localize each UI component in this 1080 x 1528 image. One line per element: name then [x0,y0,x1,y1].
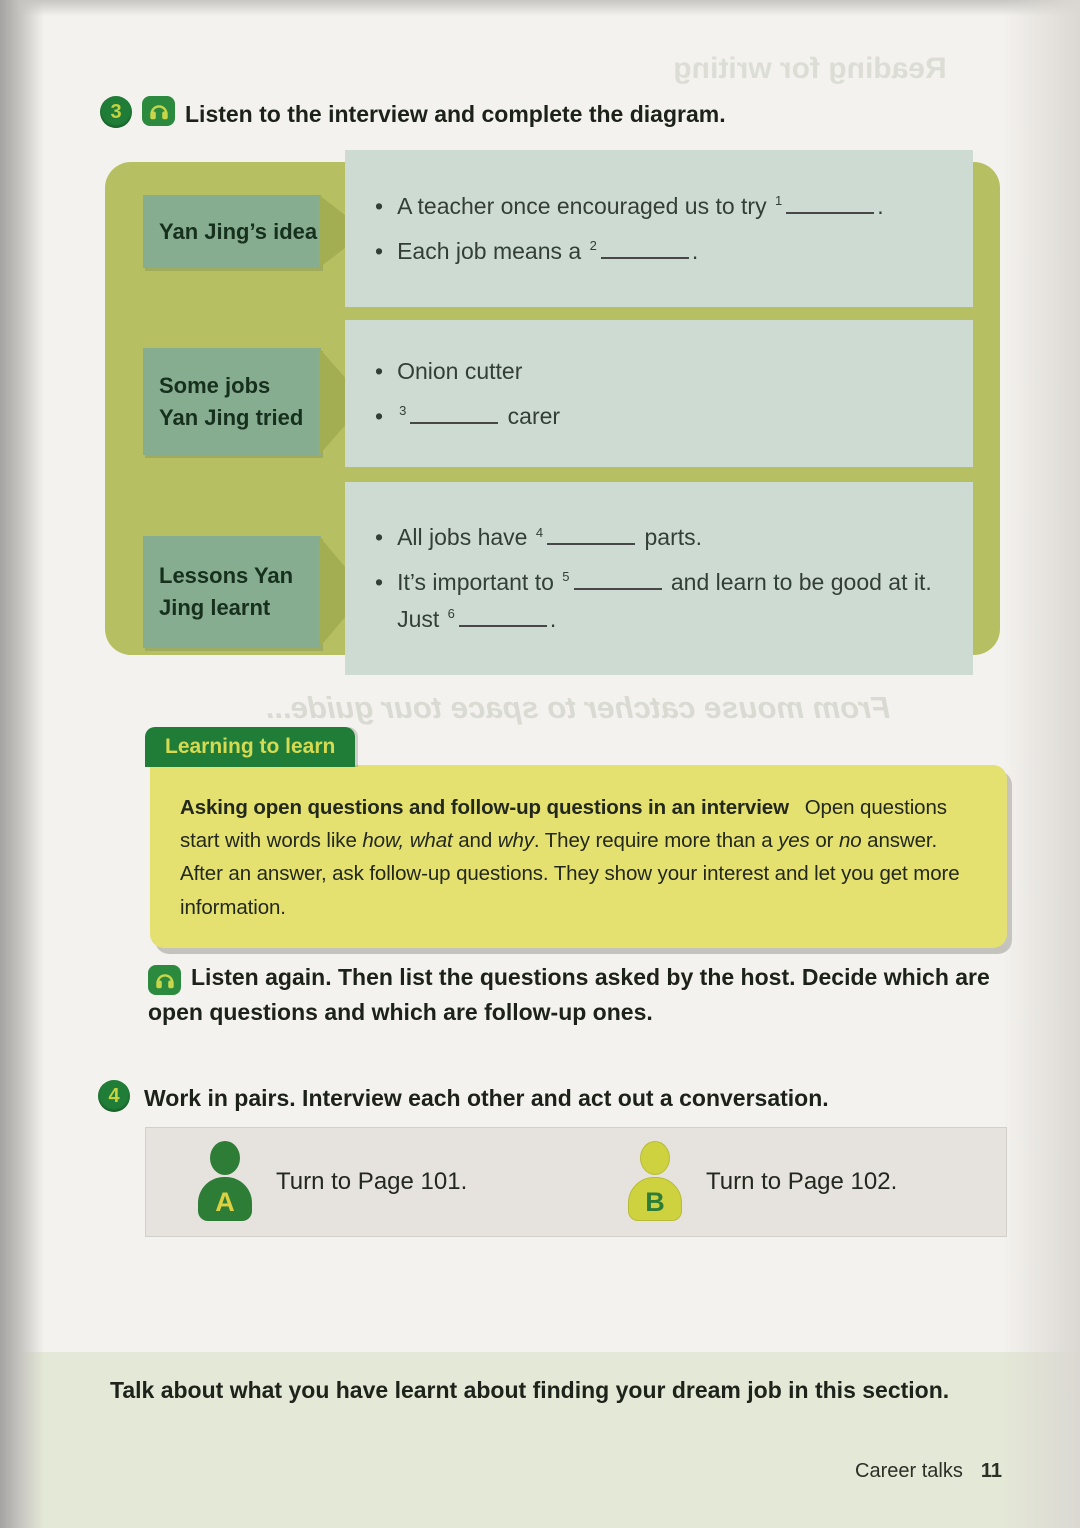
bleedthrough-text-middle: From mouse catcher to space tour guide... [264,690,891,725]
person-head [640,1141,670,1175]
student-letter: A [215,1186,235,1217]
diagram-content-box [345,482,973,675]
listen-again-task [148,960,1020,1030]
diagram-bullet: • Each job means a $^2$ . [375,233,951,270]
blank-field [574,571,662,591]
task-number-badge: 3 [100,96,132,128]
blank-field [547,526,635,546]
interview-diagram [105,150,1005,678]
diagram-content-box [345,150,973,307]
pairwork-item-b [576,1141,1006,1223]
bleedthrough-text-top: Reading for writing [673,52,947,85]
diagram-bullet: • All jobs have $^4$ parts. [375,519,951,556]
task-3-heading [100,96,940,132]
headphones-icon [142,96,175,126]
scan-edge-left [0,0,44,1528]
diagram-label: Lessons Yan Jing learnt [143,536,321,648]
student-letter: B [645,1186,665,1217]
diagram-label: Some jobs Yan Jing tried [143,348,321,455]
bullet-dot-icon: • [375,402,384,429]
diagram-bullet: • A teacher once encouraged us to try $^1$ . [375,188,951,225]
task-4-heading [98,1080,958,1116]
task-number-badge: 4 [98,1080,130,1112]
task-4-instruction: Work in pairs. Interview each other and act out a conversation. [144,1085,829,1111]
diagram-content-box [345,320,973,467]
bullet-dot-icon: • [375,357,384,384]
student-b-icon [624,1141,686,1223]
bullet-dot-icon: • [375,569,384,596]
turn-to-page-text: Turn to Page 102. [706,1168,898,1195]
diagram-label: Yan Jing’s idea [143,195,321,268]
blank-field [410,404,498,424]
listen-again-instruction: Listen again. Then list the questions asked by the host. Decide which are open questions and which are follow-up ones. [148,964,990,1025]
footer-section-label: Career talks [855,1460,963,1482]
person-torso [198,1177,252,1221]
person-head [210,1141,240,1175]
scan-edge-right [1002,0,1080,1528]
turn-to-page-text: Turn to Page 101. [276,1168,468,1195]
diagram-bullet: • Onion cutter [375,353,951,390]
learning-to-learn-box: Asking open questions and follow-up questions in an interview Open questions start with words like how, what and why. They require more than a yes or no answer. After an answer, ask follow-up questions. They show your interest and let you get more information. [150,765,1007,948]
task-3-instruction: Listen to the interview and complete the diagram. [185,101,726,127]
pairwork-panel [145,1127,1007,1237]
bullet-dot-icon: • [375,192,384,219]
blank-field [786,194,874,214]
headphones-icon [148,965,181,995]
page-footer [855,1460,1002,1483]
student-a-icon [194,1141,256,1223]
diagram-bullet: • $^3$ carer [375,398,951,435]
page-number: 11 [980,1460,1002,1482]
section-summary-task: Talk about what you have learnt about finding your dream job in this section. [110,1377,950,1403]
person-torso [628,1177,682,1221]
blank-field [601,239,689,259]
blank-field [459,607,547,627]
bullet-dot-icon: • [375,237,384,264]
diagram-bullet: • It’s important to $^5$ and learn to be good at it. Just $^6$ . [375,564,951,638]
scan-edge-top [0,0,1080,16]
learning-to-learn-tab: Learning to learn [145,727,355,767]
pairwork-item-a [146,1141,576,1223]
bullet-dot-icon: • [375,524,384,551]
